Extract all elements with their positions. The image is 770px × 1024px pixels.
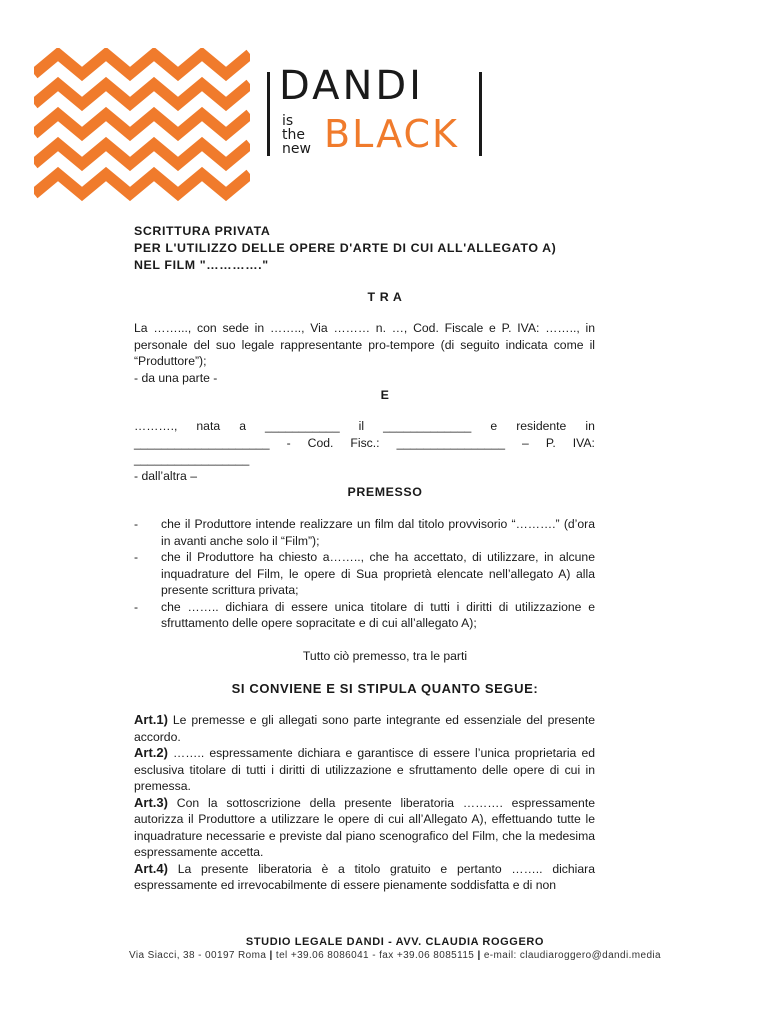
article-label: Art.3) — [134, 794, 168, 810]
heading-e: E — [380, 388, 390, 402]
party-1-text: La ……..., con sede in …….., Via ……… n. …, Cod. Fiscale e P. IVA: …….., in personale del suo legale rappresentante pro-tempore (di seguito indicata come il “Produttore”); — [134, 321, 595, 368]
p2-nata: nata — [196, 419, 221, 433]
zigzag-logo-mark — [34, 48, 250, 206]
premesso-list — [134, 516, 595, 632]
title-line-1: SCRITTURA PRIVATA — [134, 224, 271, 238]
logo-bar-right — [479, 72, 482, 156]
p2-fiscal-code-blank: ________________ — [396, 435, 506, 450]
list-item — [134, 599, 595, 632]
dandi-logo — [265, 63, 490, 160]
logo-new: new — [282, 141, 311, 157]
p2-residence-blank: ____________________ — [134, 435, 270, 450]
article-text: Con la sottoscrizione della presente liberatoria ………. espressamente autorizza il Produttore a utilizzare le opere di cui all’Allegato A), effettuando tutte le inquadrature necessarie e previste dal piano scenografico del Film, che la medesima espressamente accetta. — [134, 795, 595, 859]
title-line-3: NEL FILM "…………." — [134, 258, 269, 272]
article-text: La presente liberatoria è a titolo gratuito e pertanto …….. dichiara espressamente ed irrevocabilmente di essere pienamente soddisfatta e di non — [134, 861, 595, 892]
article-3 — [134, 795, 595, 861]
p2-p: P. — [545, 435, 556, 450]
footer-separator: | — [477, 950, 481, 961]
p2-name: ………., — [134, 419, 178, 433]
article-label: Art.2) — [134, 745, 168, 760]
party-2-row-1 — [134, 418, 595, 435]
footer-email: e-mail: claudiaroggero@dandi.media — [483, 950, 662, 961]
logo-black: BLACK — [324, 112, 459, 156]
p2-cod: Cod. — [307, 435, 334, 450]
title-line-2: PER L'UTILIZZO DELLE OPERE D'ARTE DI CUI ALL'ALLEGATO A) — [134, 241, 557, 255]
premesso-item-2: che il Produttore ha chiesto a…….., che ha accettato, di utilizzare, in alcune inquadrature del Film, le opere di Sua proprietà elencate nell’allegato A) alla presente scrittura privata; — [161, 550, 595, 597]
logo-bar-left — [267, 72, 270, 156]
party-2-row-2 — [134, 435, 595, 452]
list-item — [134, 549, 595, 599]
logo-the: the — [282, 127, 305, 143]
logo-is: is — [282, 113, 294, 129]
footer-address — [0, 950, 770, 961]
p2-fisc: Fisc.: — [350, 435, 380, 450]
p2-e: e — [490, 419, 498, 433]
list-dash: - — [134, 517, 139, 531]
party-1-side: - da una parte - — [134, 371, 218, 385]
p2-dash: - — [286, 435, 291, 450]
p2-a: a — [239, 419, 246, 433]
article-4 — [134, 861, 595, 894]
list-item — [134, 516, 595, 549]
article-2 — [134, 745, 595, 795]
premesso-item-3: che …….. dichiara di essere unica titolare di tutti i diritti di utilizzazione e sfruttamento delle opere sopracitate e di cui all’allegato A); — [161, 599, 595, 630]
article-text: …….. espressamente dichiara e garantisce di essere l’unica proprietaria ed esclusiva titolare di tutti i diritti di utilizzazione e sfruttamento delle opere di cui in premessa. — [134, 746, 595, 793]
p2-residente: residente — [516, 419, 567, 433]
p2-birthplace-blank: ___________ — [265, 419, 340, 433]
party-2-side: - dall’altra – — [134, 468, 197, 483]
party-2-block — [134, 418, 595, 484]
premesso-closing: Tutto ciò premesso, tra le parti — [302, 649, 468, 663]
list-dash: - — [134, 599, 139, 614]
articles — [134, 712, 595, 894]
logo-dandi: DANDI — [279, 63, 424, 109]
footer-street: Via Siacci, 38 - 00197 Roma — [128, 950, 267, 961]
p2-endash: – — [522, 435, 529, 450]
premesso-item-1: che il Produttore intende realizzare un film dal titolo provvisorio “……….” (d’ora in avanti anche solo il “Film”); — [161, 517, 595, 548]
heading-tra: T R A — [367, 290, 403, 304]
article-label: Art.4) — [134, 860, 168, 876]
p2-vat-blank: _________________ — [134, 452, 250, 466]
list-dash: - — [134, 550, 139, 564]
document-title — [134, 223, 556, 274]
p2-in: in — [585, 419, 595, 433]
heading-premesso: PREMESSO — [347, 485, 423, 499]
p2-birthdate-blank: _____________ — [383, 419, 472, 433]
footer-separator: | — [269, 950, 273, 961]
p2-iva: IVA: — [572, 435, 595, 450]
article-label: Art.1) — [134, 712, 168, 727]
article-text: Le premesse e gli allegati sono parte integrante ed essenziale del presente accordo. — [134, 713, 595, 744]
p2-il: il — [358, 419, 365, 433]
article-1 — [134, 712, 595, 745]
footer-title: STUDIO LEGALE DANDI - AVV. CLAUDIA ROGGERO — [245, 936, 545, 948]
footer-phone: tel +39.06 8086041 - fax +39.06 8085115 — [275, 950, 475, 961]
heading-convene: SI CONVIENE E SI STIPULA QUANTO SEGUE: — [231, 681, 539, 696]
